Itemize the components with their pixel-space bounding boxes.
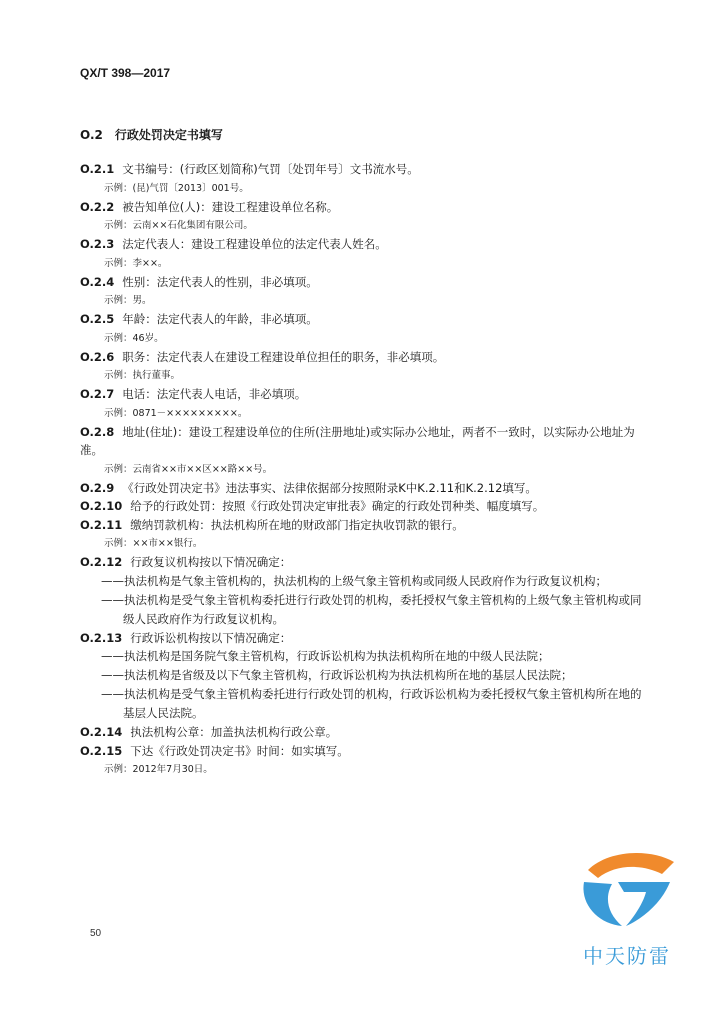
clause-o-2-11 xyxy=(80,516,646,535)
example-text: 示例：云南××石化集团有限公司。 xyxy=(104,220,253,231)
clause-number: O.2.14 xyxy=(80,725,123,739)
clause-list xyxy=(80,160,646,779)
clause-o-2-10 xyxy=(80,497,646,516)
clause-text: 地址(住址)：建设工程建设单位的住所(注册地址)或实际办公地址，两者不一致时，以实际办公地址为准。 xyxy=(80,424,635,457)
example-text: 示例：0871－×××××××××。 xyxy=(104,407,248,419)
clause-text: 下达《行政处罚决定书》时间：如实填写。 xyxy=(130,743,349,758)
clause-o-2-15 xyxy=(80,742,646,761)
clause-o-2-14 xyxy=(80,723,646,742)
example-text: 示例：××市××银行。 xyxy=(104,538,203,549)
clause-number: O.2.8 xyxy=(80,424,115,439)
clause-number: O.2.15 xyxy=(80,743,123,758)
example-text: 示例：(昆)气罚〔2013〕001号。 xyxy=(104,182,249,194)
list-item: ——执法机构是受气象主管机构委托进行行政处罚的机构，委托授权气象主管机构的上级气象主管机构或同级人民政府作为行政复议机构。 xyxy=(101,592,642,626)
clause-text: 缴纳罚款机构：执法机构所在地的财政部门指定执收罚款的银行。 xyxy=(130,517,464,532)
example-text: 示例：2012年7月30日。 xyxy=(104,764,213,775)
clause-o-2-8 xyxy=(80,423,646,460)
watermark-text: 中天防雷 xyxy=(583,944,671,968)
clause-text: 给予的行政处罚：按照《行政处罚决定审批表》确定的行政处罚种类、幅度填写。 xyxy=(130,499,545,513)
example-text: 示例：云南省××市××区××路××号。 xyxy=(104,463,273,475)
clause-o-2-9 xyxy=(80,479,646,498)
clause-number: O.2.2 xyxy=(80,199,115,214)
clause-text: 性别：法定代表人的性别，非必填项。 xyxy=(122,274,318,289)
page-number: 50 xyxy=(90,928,102,939)
clause-text: 职务：法定代表人在建设工程建设单位担任的职务，非必填项。 xyxy=(122,349,445,364)
standard-code: QX/T 398—2017 xyxy=(80,66,171,80)
example-text: 示例：执行董事。 xyxy=(104,370,181,381)
clause-text: 电话：法定代表人电话，非必填项。 xyxy=(122,387,307,401)
clause-text: 行政复议机构按以下情况确定： xyxy=(130,555,292,569)
list-item: ——执法机构是气象主管机构的，执法机构的上级气象主管机构或同级人民政府作为行政复议机构； xyxy=(101,573,607,588)
clause-text: 《行政处罚决定书》违法事实、法律依据部分按照附录K中K.2.11和K.2.12填写。 xyxy=(122,480,537,495)
clause-o-2-12 xyxy=(80,553,646,572)
clause-o-2-13 xyxy=(80,629,646,648)
section-title: O.2 行政处罚决定书填写 xyxy=(80,128,223,142)
clause-number: O.2.10 xyxy=(80,499,123,513)
list-item: ——执法机构是受气象主管机构委托进行行政处罚的机构，行政诉讼机构为委托授权气象主管机构所在地的基层人民法院。 xyxy=(101,687,642,720)
clause-text: 被告知单位(人)：建设工程建设单位名称。 xyxy=(122,199,339,214)
clause-o-2-2 xyxy=(80,198,646,217)
clause-o-2-6 xyxy=(80,348,646,367)
clause-o-2-7 xyxy=(80,385,646,404)
clause-text: 行政诉讼机构按以下情况确定： xyxy=(130,630,292,645)
clause-number: O.2.5 xyxy=(80,312,115,326)
list-item: ——执法机构是省级及以下气象主管机构，行政诉讼机构为执法机构所在地的基层人民法院； xyxy=(101,668,573,682)
clause-number: O.2.11 xyxy=(80,517,123,532)
clause-number: O.2.3 xyxy=(80,237,115,251)
clause-number: O.2.4 xyxy=(80,274,115,289)
clause-o-2-4 xyxy=(80,273,646,292)
clause-text: 文书编号：(行政区划简称)气罚〔处罚年号〕文书流水号。 xyxy=(122,162,419,176)
example-text: 示例：李××。 xyxy=(104,257,168,269)
example-text: 示例：男。 xyxy=(104,295,152,306)
clause-number: O.2.12 xyxy=(80,555,123,569)
clause-text: 执法机构公章：加盖执法机构行政公章。 xyxy=(130,725,338,739)
clause-o-2-3 xyxy=(80,235,646,254)
zhongtian-logo-icon xyxy=(578,848,682,928)
clause-number: O.2.13 xyxy=(80,630,123,645)
clause-text: 年龄：法定代表人的年龄，非必填项。 xyxy=(122,312,318,326)
clause-o-2-5 xyxy=(80,310,646,329)
clause-number: O.2.7 xyxy=(80,387,115,401)
clause-text: 法定代表人：建设工程建设单位的法定代表人姓名。 xyxy=(122,237,387,251)
example-text: 示例：46岁。 xyxy=(104,332,164,344)
clause-number: O.2.9 xyxy=(80,480,115,495)
list-item: ——执法机构是国务院气象主管机构，行政诉讼机构为执法机构所在地的中级人民法院； xyxy=(101,649,550,663)
clause-number: O.2.6 xyxy=(80,349,115,364)
clause-o-2-1 xyxy=(80,160,646,179)
clause-number: O.2.1 xyxy=(80,162,115,176)
